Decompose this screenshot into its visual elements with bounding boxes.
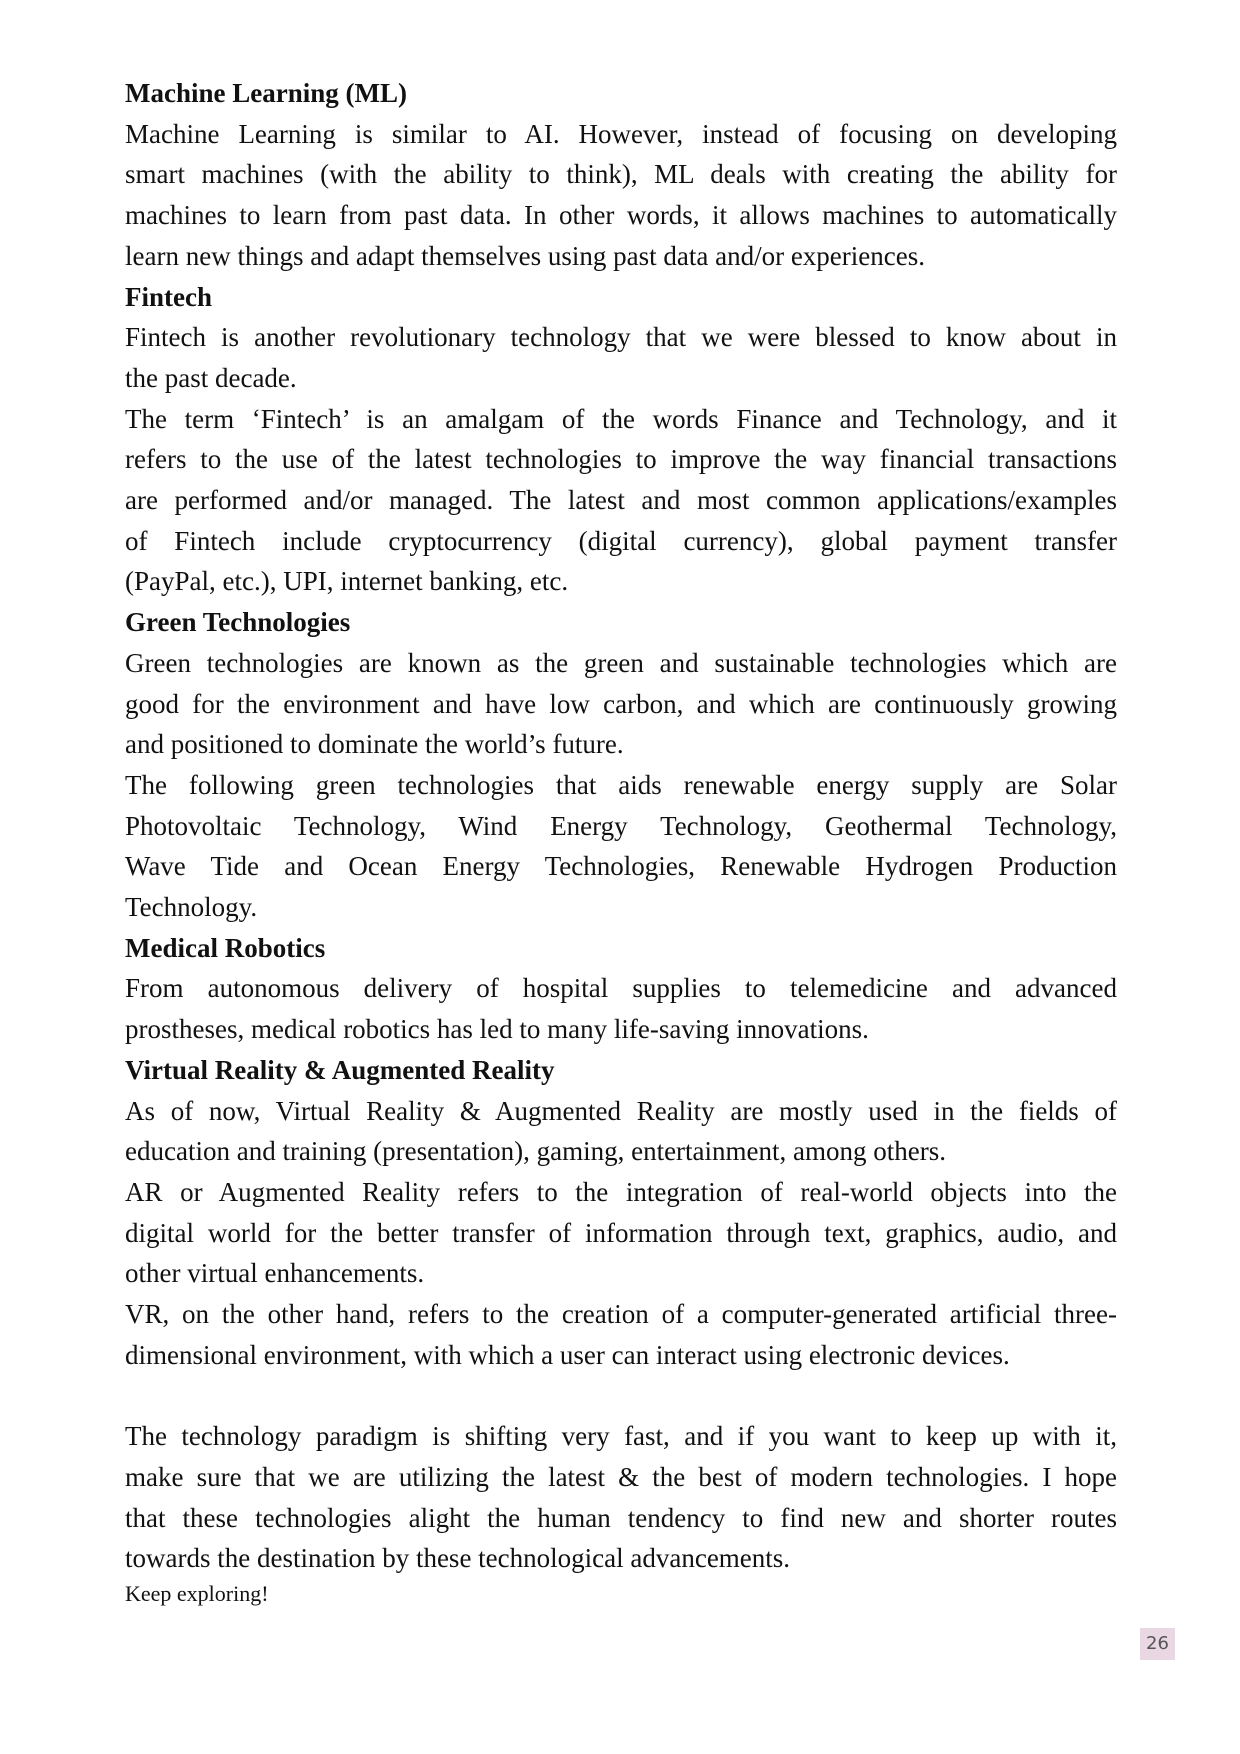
green-paragraph-line: good for the environment and have low carbon, and which are continuously growing xyxy=(125,688,1117,719)
ml-paragraph-line: machines to learn from past data. In other words, it allows machines to automatically xyxy=(125,200,1117,231)
fintech-paragraph-line: The term ‘Fintech’ is an amalgam of the words Finance and Technology, and it xyxy=(125,403,1117,434)
vr-paragraph-line: digital world for the better transfer of information through text, graphics, audio, and xyxy=(125,1217,1117,1248)
vr-paragraph-line: dimensional environment, with which a user can interact using electronic devices. xyxy=(125,1339,1010,1370)
section-heading-fintech: Fintech xyxy=(125,281,212,312)
signoff-text: Keep exploring! xyxy=(125,1581,269,1606)
conclusion-line: make sure that we are utilizing the latest & the best of modern technologies. I hope xyxy=(125,1461,1117,1492)
page-number-badge: 26 xyxy=(1140,1628,1175,1660)
fintech-paragraph-line: are performed and/or managed. The latest and most common applications/examples xyxy=(125,485,1117,516)
robotics-paragraph-line: prostheses, medical robotics has led to many life-saving innovations. xyxy=(125,1014,869,1045)
green-paragraph-line: The following green technologies that aids renewable energy supply are Solar xyxy=(125,769,1117,800)
ml-paragraph-line: smart machines (with the ability to think), ML deals with creating the ability for xyxy=(125,159,1117,190)
fintech-paragraph-line: Fintech is another revolutionary technology that we were blessed to know about in xyxy=(125,322,1117,353)
section-heading-ml: Machine Learning (ML) xyxy=(125,78,407,108)
paragraph-spacer xyxy=(125,1376,1117,1417)
conclusion-line: that these technologies alight the human tendency to find new and shorter routes xyxy=(125,1502,1117,1533)
vr-paragraph-line: As of now, Virtual Reality & Augmented Reality are mostly used in the fields of xyxy=(125,1095,1117,1126)
fintech-paragraph-line: of Fintech include cryptocurrency (digital currency), global payment transfer xyxy=(125,525,1117,556)
section-heading-green: Green Technologies xyxy=(125,607,351,638)
green-paragraph-line: Photovoltaic Technology, Wind Energy Technology, Geothermal Technology, xyxy=(125,810,1117,841)
vr-paragraph-line: other virtual enhancements. xyxy=(125,1258,425,1289)
green-paragraph-line: Wave Tide and Ocean Energy Technologies, Renewable Hydrogen Production xyxy=(125,851,1117,882)
ml-paragraph-line: learn new things and adapt themselves using past data and/or experiences. xyxy=(125,240,925,271)
conclusion-line: The technology paradigm is shifting very fast, and if you want to keep up with it, xyxy=(125,1421,1117,1452)
page-content xyxy=(125,73,1117,1609)
green-paragraph-line: Technology. xyxy=(125,892,258,923)
vr-paragraph-line: AR or Augmented Reality refers to the integration of real-world objects into the xyxy=(125,1176,1117,1207)
green-paragraph-line: Green technologies are known as the green and sustainable technologies which are xyxy=(125,647,1117,678)
conclusion-line: towards the destination by these technological advancements. xyxy=(125,1543,791,1574)
fintech-paragraph-line: refers to the use of the latest technologies to improve the way financial transactions xyxy=(125,444,1117,475)
section-heading-robotics: Medical Robotics xyxy=(125,932,326,963)
ml-paragraph-line: Machine Learning is similar to AI. However, instead of focusing on developing xyxy=(125,118,1117,149)
fintech-paragraph-line: (PayPal, etc.), UPI, internet banking, etc. xyxy=(125,566,569,597)
robotics-paragraph-line: From autonomous delivery of hospital supplies to telemedicine and advanced xyxy=(125,973,1117,1004)
vr-paragraph-line: education and training (presentation), gaming, entertainment, among others. xyxy=(125,1136,946,1167)
vr-paragraph-line: VR, on the other hand, refers to the creation of a computer-generated artificial three- xyxy=(125,1299,1117,1330)
fintech-paragraph-line: the past decade. xyxy=(125,362,297,393)
section-heading-vr-ar: Virtual Reality & Augmented Reality xyxy=(125,1054,555,1085)
green-paragraph-line: and positioned to dominate the world’s future. xyxy=(125,729,624,760)
